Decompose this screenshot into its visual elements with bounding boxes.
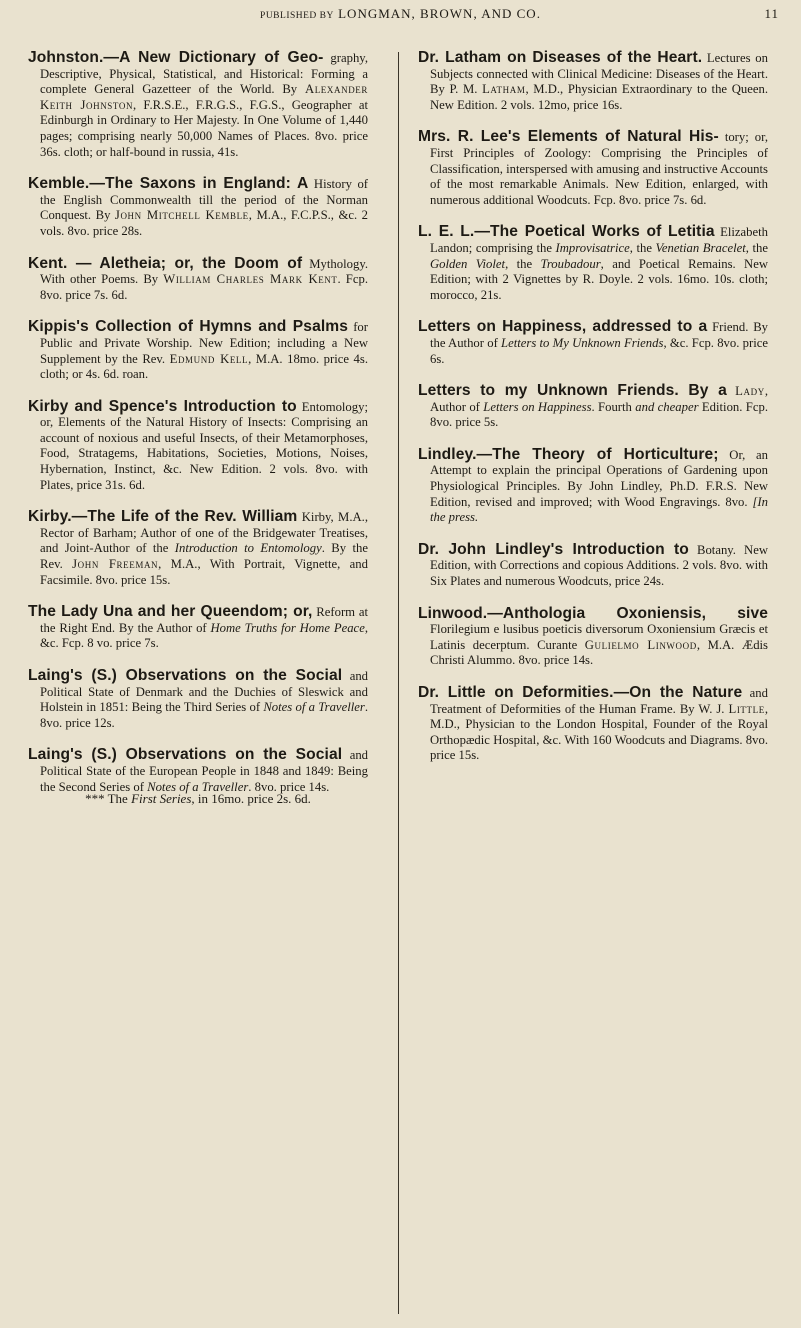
entry-text: Friend. By the Author of [430,320,769,350]
entry-text: , &c. Fcp. 8 vo. price 7s. [40,620,368,651]
entry-text: Entomology; or, Elements of the Natural History of Insects: Comprising an account of noxious and useful Insects, of their Metamorphoses, Food, Stratagems, Habitations, Societies, Motions, Noises, Hybernation, Instinct, &c. New Edition. 2 vols. 8vo. with Plates, price 31s. 6d. [40,399,368,492]
entry-text: Edition. Fcp. 8vo. price 5s. [430,399,769,430]
left-column [28,50,368,823]
italic-title-text: Letters to My Unknown Friends [501,335,664,350]
catalogue-entry [28,176,368,239]
page-number: 11 [764,6,779,21]
entry-text: , the [629,240,656,255]
entry-text: graphy, Descriptive, Physical, Statistical, and Historical: Forming a complete General Gazetteer of the World. By [40,51,369,97]
entry-body [418,224,768,303]
entry-title: Laing's (S.) Observations on the Social [28,667,343,684]
italic-title-text: [In the press. [430,494,768,525]
entry-title: Kippis's Collection of Hymns and Psalms [28,318,349,336]
author-name: John Freeman [72,557,159,572]
catalogue-entry [418,383,768,431]
entry-title: Kemble.—The Saxons in England: A [28,175,309,193]
catalogue-entry [418,606,768,669]
entry-text: History of the English Commonwealth till the period of the Norman Conquest. By [40,177,369,223]
entry-text: , the [505,256,541,271]
entry-body [28,509,368,588]
author-name: Alexander Keith Johnston [40,82,368,112]
catalogue-entry [418,129,768,208]
entry-body [28,50,368,160]
entry-title: Linwood.—Anthologia Oxoniensis, sive [418,604,768,622]
entry-title: L. E. L.—The Poetical Works of Letitia [418,223,715,241]
entry-text: Elizabeth Landon; comprising the [430,225,768,255]
entry-text: Or, an Attempt to explain the principal Operations of Gardening upon Physiological Principles. By John Lindley, Ph.D. F.R.S. New Edition, revised and improved; with Wood Engravings. 8vo. [430,447,769,509]
entry-text: , M.A. Ædis Christi Alummo. 8vo. price 14s. [430,637,768,668]
catalogue-entry [28,604,368,652]
catalogue-entry [28,399,368,494]
catalogue-entry [28,509,368,588]
entry-text: . By the Rev. [40,541,368,572]
entry-title: Dr. Latham on Diseases of the Heart. [418,49,703,66]
entry-body [28,399,368,494]
entry-body [418,129,768,208]
entry-title: Lindley.—The Theory of Horticulture; [418,445,719,463]
entry-body [28,319,368,382]
entry-body [28,256,368,304]
author-name: Edmund Kell [169,351,249,366]
entry-body [418,50,768,113]
entry-text: , and Poetical Remains. New Edition; with 2 Vignettes by R. Doyle. 2 vols. 16mo. 10s. cloth; morocco, 21s. [430,256,768,302]
entry-title: Mrs. R. Lee's Elements of Natural His- [418,128,719,146]
italic-title-text: Improvisatrice [555,240,630,255]
entry-text: Reform at the Right End. By the Author of [40,605,368,635]
entry-body [418,606,768,669]
entry-text: and Political State of Denmark and the Duchies of Sleswick and Holstein in 1851: Being the Third Series of [40,669,369,715]
author-name: William Charles Mark Kent [163,272,338,287]
italic-title-text: Venetian Bracelet [655,240,746,255]
entry-text: , M.D., Physician Extraordinary to the Queen. New Edition. 2 vols. 12mo, price 16s. [430,82,768,112]
entry-text: Florilegium e lusibus poeticis diversorum Oxoniensium Græcis et Latinis decerptum. Curante [430,622,768,652]
note-text: *** The [85,791,132,807]
publisher-name: LONGMAN, BROWN, AND CO. [338,6,541,21]
entry-body [28,176,368,239]
entry-title: Kent. — Aletheia; or, the Doom of [28,254,303,272]
entry-text: , M.A., F.C.P.S., &c. 2 vols. 8vo. price 28s. [40,208,368,238]
catalogue-entry [418,542,768,590]
author-name: Lady [735,384,765,399]
entry-text: , M.A. 18mo. price 4s. cloth; or 4s. 6d. roan. [40,351,368,382]
entry-body [28,604,368,652]
entry-text: . Fourth [591,399,636,414]
publisher-line [0,6,801,22]
entry-title: Letters on Happiness, addressed to a [418,318,708,336]
entry-text: for Public and Private Worship. New Edition; including a New Supplement by the Rev. [40,320,368,366]
right-column [418,50,768,780]
entry-body [418,542,768,590]
note-text: First Series [131,791,192,807]
catalogue-entry [28,256,368,304]
entry-text: , the [745,240,768,255]
entry-title: Laing's (S.) Observations on the Social [28,746,343,764]
italic-title-text: Home Truths for Home Peace [210,620,365,635]
entry-text: , Author of [430,384,768,414]
note-text: , in 16mo. price 2s. 6d. [191,791,311,807]
entry-body [418,685,768,764]
italic-title-text: Notes of a Traveller [263,700,365,715]
italic-title-text: Introduction to Entomology [174,541,322,556]
entry-title: Kirby and Spence's Introduction to [28,397,297,415]
entry-body [418,383,768,431]
entry-text: , M.D., Physician to the London Hospital, Founder of the Royal Orthopædic Hospital, &c. With 160 Woodcuts and Diagrams. 8vo. price 15s. [430,701,768,763]
entry-body [418,447,768,526]
entry-text: Mythology. With other Poems. By [40,256,369,287]
italic-title-text: Golden Violet [430,256,506,271]
catalogue-entry [418,685,768,764]
entry-text: . 8vo. price 14s. [248,779,330,794]
catalogue-entry [418,447,768,526]
catalogue-entry [418,224,768,303]
entry-body [28,747,368,795]
catalogue-entry [28,50,368,160]
entry-text: and Political State of the European People in 1848 and 1849: Being the Second Series of [40,748,369,794]
entry-text: , F.R.S.E., F.R.G.S., F.G.S., Geographer at Edinburgh in Ordinary to Her Majesty. In One Volume of 1,440 pages; comprising nearly 50,000 Names of Places. 8vo. price 36s. cloth; or half-bound in russia, 41s. [40,97,368,159]
entry-body [28,668,368,731]
entry-title: Johnston.—A New Dictionary of Geo- [28,49,324,66]
entry-text: , &c. Fcp. 8vo. price 6s. [430,335,769,366]
italic-title-text: Notes of a Traveller [147,779,249,794]
published-by-label: PUBLISHED BY [260,11,334,21]
entry-title: The Lady Una and her Queendom; or, [28,603,313,621]
entry-text: Lectures on Subjects connected with Clinical Medicine: Diseases of the Heart. By P. M. [430,51,768,97]
catalogue-entry [418,50,768,113]
entry-text: . 8vo. price 12s. [40,700,368,730]
author-name: Latham [482,82,526,97]
entry-text: tory; or, First Principles of Zoology: Comprising the Principles of Classification, interspersed with amusing and instructive Accounts of the most remarkable Animals. New Edition, enlarged, with numerous additional Woodcuts. Fcp. 8vo. price 7s. 6d. [430,130,768,207]
entry-body [418,319,768,367]
entry-text: Kirby, M.A., Rector of Barham; Author of one of the Bridgewater Treatises, and Joint-Author of the [40,510,368,556]
entry-title: Dr. Little on Deformities.—On the Nature [418,684,743,701]
catalogue-entry [28,319,368,382]
italic-title-text: Troubadour [540,256,601,271]
entry-text: . Fcp. 8vo. price 7s. 6d. [40,272,368,302]
author-name: John Mitchell Kemble [114,208,249,223]
italic-title-text: and cheaper [635,399,699,414]
catalogue-entry [418,319,768,367]
running-header [0,4,801,30]
entry-text: Botany. New Edition, with Corrections and copious Additions. 2 vols. 8vo. with Six Plates and numerous Woodcuts, price 24s. [430,542,768,589]
entry-title: Dr. John Lindley's Introduction to [418,540,689,558]
author-name: Little [728,701,765,716]
column-divider [398,52,399,1314]
entry-title: Letters to my Unknown Friends. By a [418,382,727,400]
italic-title-text: Letters on Happiness [483,399,592,414]
entry-text: , M.A., With Portrait, Vignette, and Facsimile. 8vo. price 15s. [40,557,368,587]
entry-text: and Treatment of Deformities of the Human Frame. By W. J. [430,686,768,716]
catalogue-entry [28,668,368,731]
catalogue-entry [28,747,368,806]
entry-title: Kirby.—The Life of the Rev. William [28,508,298,526]
author-name: Gulielmo Linwood [584,637,697,652]
